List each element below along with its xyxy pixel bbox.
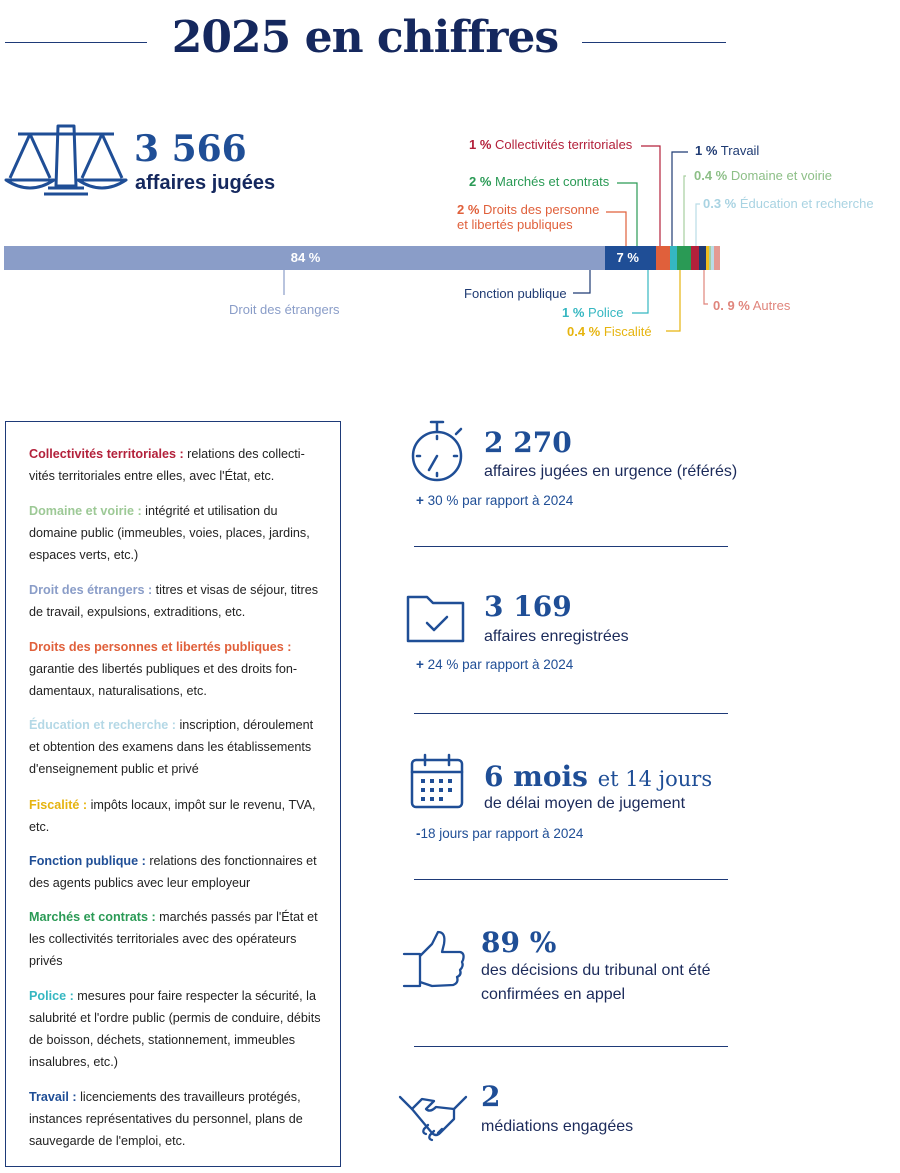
- stat-value-urgence: 2 270: [484, 426, 572, 459]
- definition-text: garantie des libertés publiques et des droits fon-damentaux, naturalisations, etc.: [29, 662, 298, 698]
- stat-value-appel: 89 %: [481, 926, 557, 959]
- callout-fonction-publique: Fonction publique: [464, 286, 567, 301]
- stat-divider: [414, 879, 728, 880]
- stat-change-enregistrees: + 24 % par rapport à 2024: [416, 657, 574, 672]
- stat-label-appel-2: confirmées en appel: [481, 986, 626, 1003]
- definition-term: Droit des étrangers :: [29, 583, 153, 597]
- stat-label-enregistrees: affaires enregistrées: [484, 628, 629, 645]
- stat-change-delai: -18 jours par rapport à 2024: [416, 826, 584, 841]
- definition-term: Fiscalité :: [29, 798, 88, 812]
- stat-divider: [414, 1046, 728, 1047]
- thumbs-up-icon: [402, 928, 466, 994]
- definition-term: Éducation et recherche :: [29, 718, 176, 732]
- definition-item: [29, 794, 324, 838]
- definition-term: Collectivités territoriales :: [29, 447, 184, 461]
- callout-droit-etrangers: Droit des étrangers: [229, 302, 340, 317]
- stat-label-mediations: médiations engagées: [481, 1118, 634, 1135]
- page-title: 2025 en chiffres: [171, 12, 559, 63]
- definition-item: [29, 985, 324, 1073]
- definition-text: licenciements des travailleurs protégés, instances représentatives du personnel, plans de sauvegarde de l'emploi, etc.: [29, 1090, 303, 1148]
- callout-collectivites: 1 % Collectivités territoriales: [469, 137, 633, 152]
- hero-label: affaires jugées: [135, 172, 276, 194]
- definition-item: [29, 579, 324, 623]
- definition-text: titres et visas de séjour, titres de travail, expulsions, extraditions, etc.: [29, 583, 319, 619]
- definition-term: Droits des personnes et libertés publiques :: [29, 640, 292, 654]
- definition-term: Fonction publique :: [29, 854, 146, 868]
- callout-autres: 0. 9 % Autres: [713, 298, 791, 313]
- stat-value-enregistrees: 3 169: [484, 590, 572, 623]
- definition-item: [29, 1086, 324, 1152]
- definition-item: [29, 443, 324, 487]
- folder-check-icon: [405, 591, 467, 645]
- definition-text: mesures pour faire respecter la sécurité, la salubrité et l'ordre public (permis de conduire, débits de boisson, déchets, stationnement, immeubles insalubres, etc.): [29, 989, 321, 1069]
- definition-term: Police :: [29, 989, 74, 1003]
- stat-label-urgence: affaires jugées en urgence (référés): [484, 463, 738, 480]
- definition-term: Travail :: [29, 1090, 77, 1104]
- definition-text: impôts locaux, impôt sur le revenu, TVA, etc.: [29, 798, 316, 834]
- stat-change-urgence: + 30 % par rapport à 2024: [416, 493, 574, 508]
- definition-item: [29, 500, 324, 566]
- stat-label-delai: de délai moyen de jugement: [484, 795, 686, 812]
- stat-value-delai: 6 mois et 14 jours: [484, 760, 713, 793]
- callout-domaine: 0.4 % Domaine et voirie: [694, 168, 833, 183]
- definition-text: relations des fonctionnaires et des agents publics avec leur employeur: [29, 854, 317, 890]
- callout-marches: 2 % Marchés et contrats: [469, 174, 610, 189]
- definition-text: marchés passés par l'État et les collectivités territoriales avec des opérateurs privés: [29, 910, 318, 968]
- definition-item: [29, 906, 324, 972]
- bar-segment-label: 7 %: [616, 250, 639, 265]
- definition-text: intégrité et utilisation du domaine public (immeubles, voies, places, jardins, espaces verts, etc.): [29, 504, 310, 562]
- callout-fiscalite: 0.4 % Fiscalité: [567, 324, 652, 339]
- stat-divider: [414, 713, 728, 714]
- definition-text: relations des collecti-vités territoriales entre elles, avec l'État, etc.: [29, 447, 305, 483]
- stat-divider: [414, 546, 728, 547]
- callout-police: 1 % Police: [562, 305, 624, 320]
- callout-connectors: [0, 0, 900, 360]
- stat-value-mediations: 2: [481, 1080, 501, 1113]
- callout-droits-personnes: 2 % Droits des personne et libertés publiques: [457, 202, 600, 232]
- hero-value: 3 566: [134, 128, 247, 170]
- definition-term: Marchés et contrats :: [29, 910, 156, 924]
- calendar-icon: [409, 752, 465, 810]
- bar-segment-label: 84 %: [290, 250, 321, 265]
- definition-text: inscription, déroulement et obtention des examens dans les établissements d'enseignement public et privé: [29, 718, 314, 776]
- handshake-icon: [398, 1087, 468, 1145]
- definition-item: [29, 636, 324, 702]
- callout-travail: 1 % Travail: [695, 143, 760, 158]
- stat-label-appel-1: des décisions du tribunal ont été: [481, 962, 711, 979]
- definition-item: [29, 714, 324, 780]
- callout-education: 0.3 % Éducation et recherche: [703, 196, 874, 211]
- stopwatch-icon: [409, 418, 465, 484]
- definition-term: Domaine et voirie :: [29, 504, 142, 518]
- definition-item: [29, 850, 324, 894]
